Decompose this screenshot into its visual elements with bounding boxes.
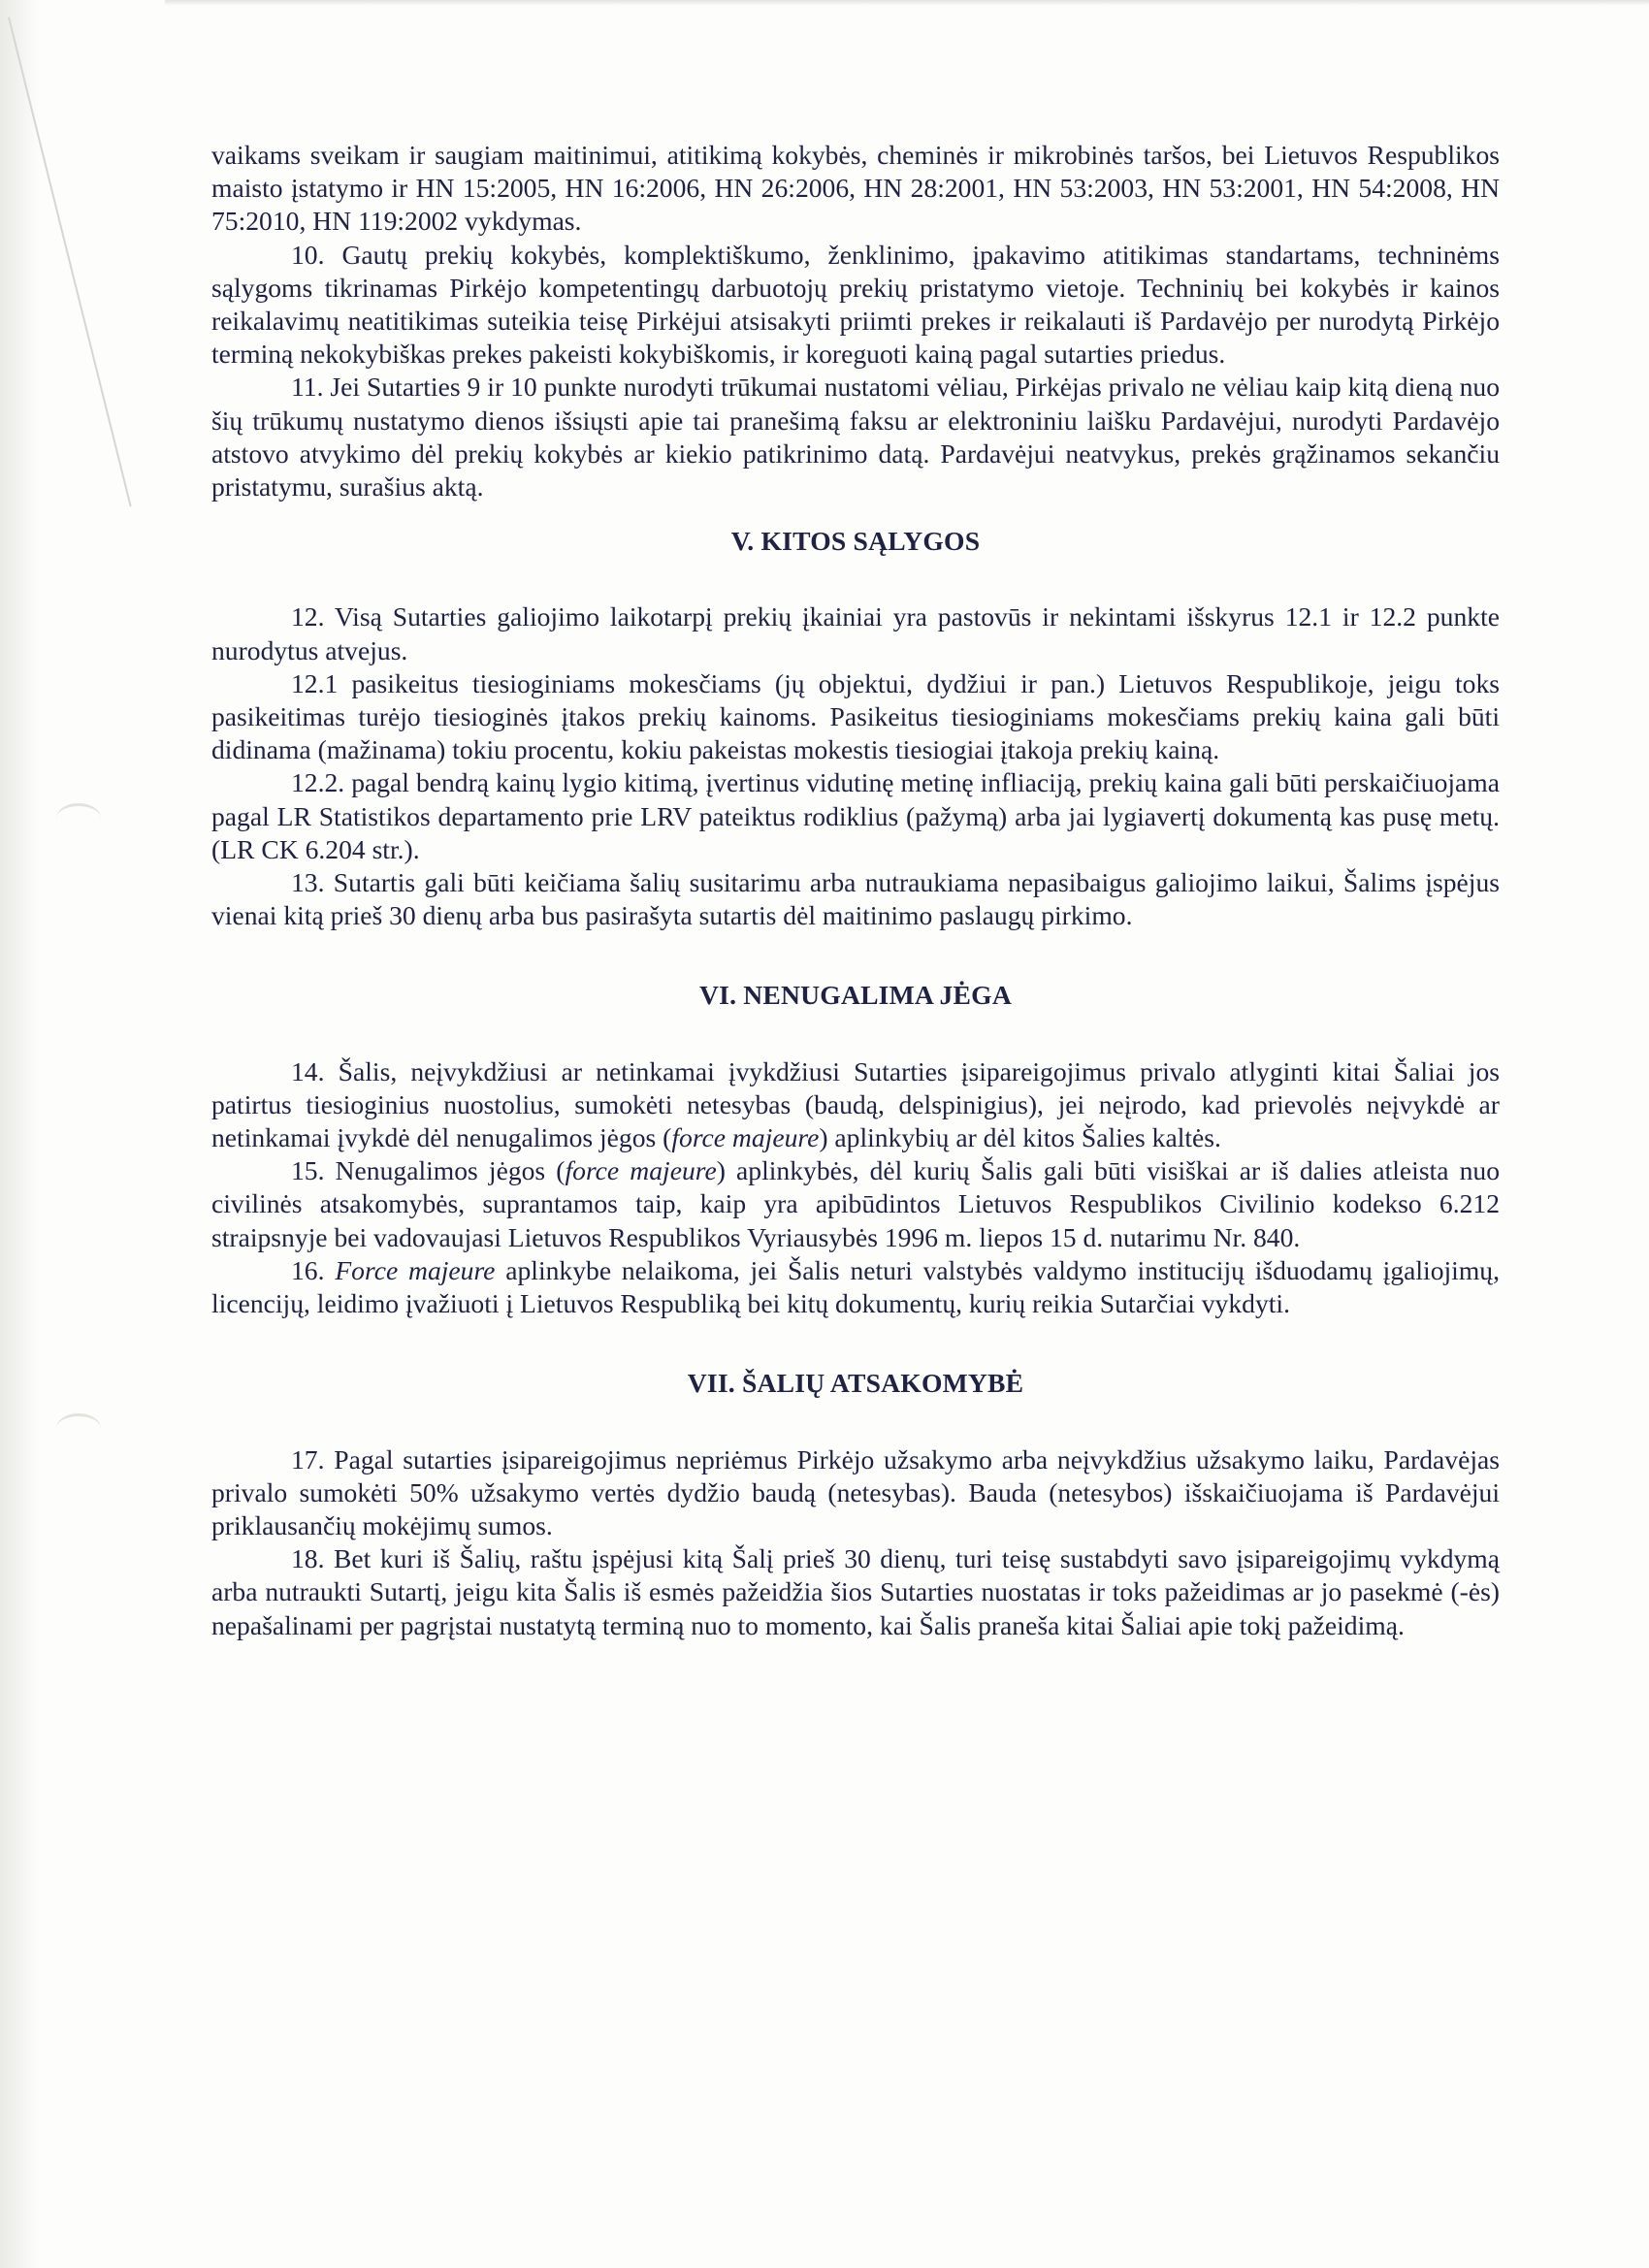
section-heading-vi: VI. NENUGALIMA JĖGA — [699, 980, 1012, 1011]
paragraph-10: 10. Gautų prekių kokybės, komplektiškumo, ženklinimo, įpakavimo atitikimas standartams, techninėms sąlygoms tikrinamas Pirkėjo kompetentingų darbuotojų prekių pristatymo vietoje. Techninių bei kokybės ir kainos reikalavimų neatitikimas suteikia teisę Pirkėjui atsisakyti priimti prekes ir reikalauti iš Pardavėjo per nurodytą Pirkėjo terminą nekokybiškas prekes pakeisti kokybiškomis, ir koreguoti kainą pagal sutarties priedus. — [211, 239, 1500, 370]
section-heading-vii: VII. ŠALIŲ ATSAKOMYBĖ — [687, 1368, 1024, 1399]
punch-hole-mark — [56, 1413, 101, 1443]
paragraph-15-text-a: 15. Nenugalimos jėgos ( — [291, 1155, 566, 1186]
section-heading-v: V. KITOS SĄLYGOS — [730, 526, 981, 557]
paragraph-16-text-b: aplinkybe nelaikoma, jei Šalis neturi valstybės valdymo institucijų išduodamų įgaliojimų, licencijų, leidimo įvažiuoti į Lietuvos Respubliką bei kitų dokumentų, kurių reikia Sutarčiai vykdyti. — [211, 1254, 1501, 1319]
paragraph-12-1: 12.1 pasikeitus tiesioginiams mokesčiams (jų objektui, dydžiui ir pan.) Lietuvos Respublikoje, jeigu toks pasikeitimas turėjo tiesioginės įtakos prekių kainoms. Pasikeitus tiesioginiams mokesčiams prekių kaina gali būti didinama (mažinama) tokiu procentu, kokiu pakeistas mokestis tiesiogiai įtakoja prekių kainą. — [211, 667, 1500, 765]
scan-edge-shadow — [0, 0, 39, 2268]
paragraph-14-text-b: ) aplinkybių ar dėl kitos Šalies kaltės. — [819, 1122, 1221, 1153]
paragraph-14 — [211, 1055, 1500, 1155]
paragraph-16-text-a: 16. — [291, 1254, 336, 1285]
punch-hole-mark — [56, 803, 101, 833]
paragraph-continuation: vaikams sveikam ir saugiam maitinimui, atitikimą kokybės, cheminės ir mikrobinės taršos, bei Lietuvos Respublikos maisto įstatymo ir HN 15:2005, HN 16:2006, HN 26:2006, HN 28:2001, HN 53:2003, HN 53:2001, HN 54:2008, HN 75:2010, HN 119:2002 vykdymas. — [211, 140, 1500, 237]
document-body — [211, 139, 1500, 1642]
scan-top-edge — [165, 0, 1649, 6]
paragraph-15 — [211, 1154, 1500, 1254]
paragraph-18: 18. Bet kuri iš Šalių, raštu įspėjusi kitą Šalį prieš 30 dienų, turi teisę sustabdyti savo įsipareigojimų vykdymą arba nutraukti Sutartį, jeigu kita Šalis iš esmės pažeidžia šios Sutarties nuostatas ir toks pažeidimas ar jo pasekmė (-ės) nepašalinami per pagrįstai nustatytą terminą nuo to momento, kai Šalis praneša kitai Šaliai apie tokį pažeidimą. — [211, 1543, 1500, 1640]
paragraph-12: 12. Visą Sutarties galiojimo laikotarpį prekių įkainiai yra pastovūs ir nekintami išskyrus 12.1 ir 12.2 punkte nurodytus atvejus. — [211, 601, 1500, 665]
paragraph-13: 13. Sutartis gali būti keičiama šalių susitarimu arba nutraukiama nepasibaigus galiojimo laikui, Šalims įspėjus vienai kitą prieš 30 dienų arba bus pasirašyta sutartis dėl maitinimo paslaugų pirkimo. — [211, 867, 1500, 931]
paragraph-15-text-b: ) aplinkybės, dėl kurių Šalis gali būti visiškai ar iš dalies atleista nuo civilinės atsakomybės, suprantamos taip, kaip yra apibūdintos Lietuvos Respublikos Civilinio kodekso 6.212 straipsnyje bei vadovaujasi Lietuvos Respublikos Vyriausybės 1996 m. liepos 15 d. nutarimu Nr. 840. — [211, 1155, 1501, 1252]
paragraph-16-italic: Force majeure — [335, 1254, 496, 1285]
paragraph-16 — [211, 1254, 1500, 1320]
paragraph-14-text-a: 14. Šalis, neįvykdžiusi ar netinkamai įvykdžiusi Sutarties įsipareigojimus privalo atlyginti kitai Šaliai jos patirtus tiesioginius nuostolius, sumokėti netesybas (baudą, delspinigius), jei neįrodo, kad prievolės neįvykdė ar netinkamai įvykdė dėl nenugalimos jėgos ( — [211, 1055, 1500, 1153]
paragraph-15-italic: force majeure — [565, 1155, 717, 1186]
paragraph-17: 17. Pagal sutarties įsipareigojimus nepriėmus Pirkėjo užsakymo arba neįvykdžius užsakymo laiku, Pardavėjas privalo sumokėti 50% užsakymo vertės dydžio baudą (netesybas). Bauda (netesybos) išskaičiuojama iš Pardavėjui priklausančių mokėjimų sumos. — [211, 1443, 1500, 1540]
paragraph-11: 11. Jei Sutarties 9 ir 10 punkte nurodyti trūkumai nustatomi vėliau, Pirkėjas privalo ne vėliau kaip kitą dieną nuo šių trūkumų nustatymo dienos išsiųsti apie tai pranešimą faksu ar elektroniniu laišku Pardavėjui, nurodyti Pardavėjo atstovo atvykimo dėl prekių kokybės ar kiekio patikrinimo datą. Pardavėjui neatvykus, prekės grąžinamos sekančiu pristatymu, surašius aktą. — [211, 372, 1500, 502]
paragraph-12-2: 12.2. pagal bendrą kainų lygio kitimą, įvertinus vidutinę metinę infliaciją, prekių kaina gali būti perskaičiuojama pagal LR Statistikos departamento prie LRV pateiktus rodiklius (pažymą) arba jai lygiavertį dokumentą kas pusę metų. (LR CK 6.204 str.). — [211, 767, 1500, 864]
paragraph-14-italic: force majeure — [671, 1122, 820, 1153]
